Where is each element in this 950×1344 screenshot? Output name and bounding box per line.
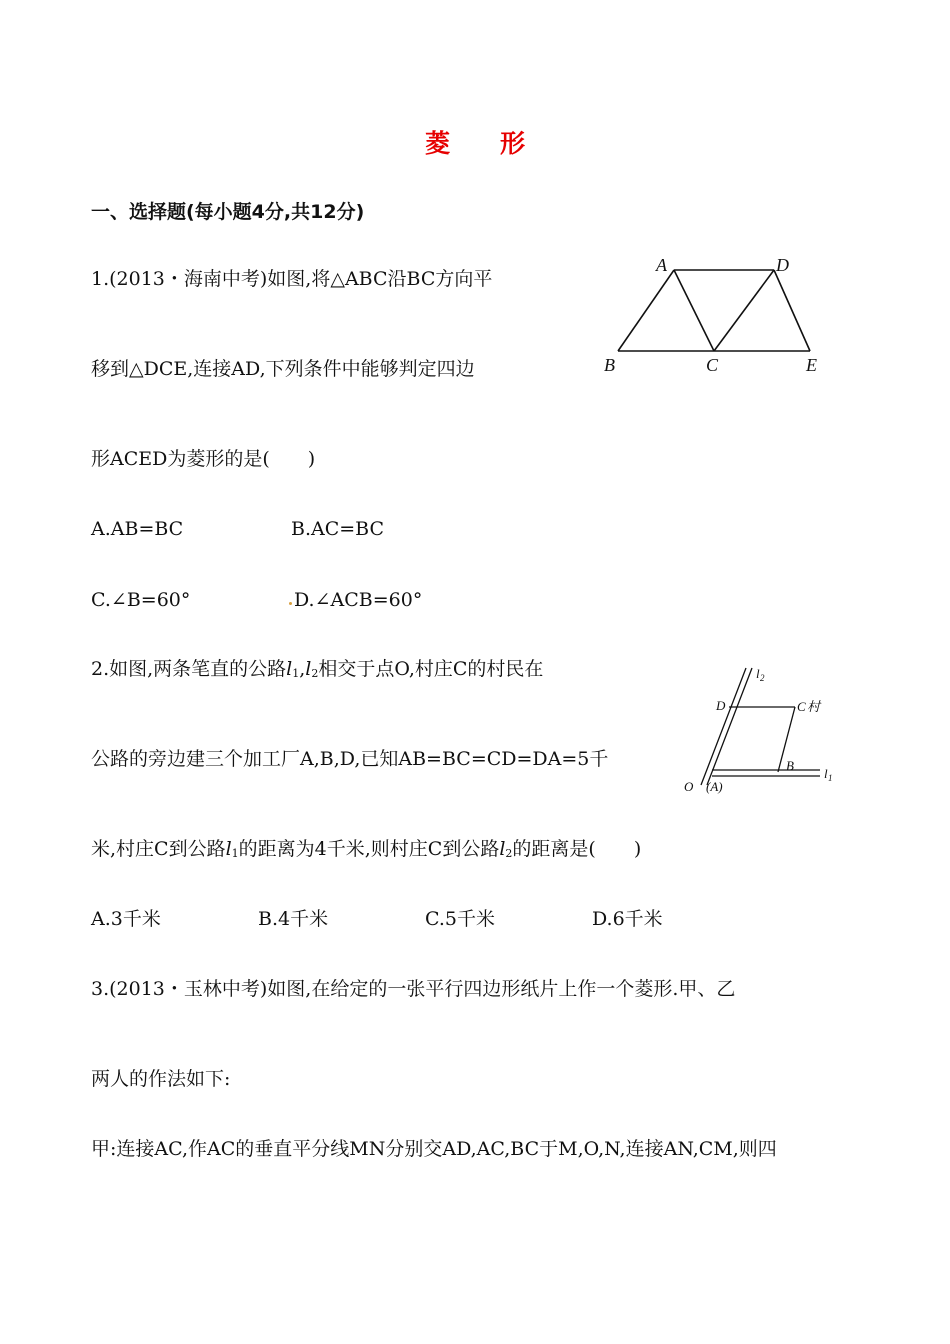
q1-edge-cd (714, 270, 774, 351)
q2-road-l2-b (707, 668, 752, 785)
q2-label-c: C (797, 699, 806, 714)
q1-line-1: 1.(2013・海南中考)如图,将△ABC沿BC方向平 (91, 268, 493, 290)
q2-label-o: O (684, 779, 694, 794)
q1-label-d: D (776, 255, 789, 275)
q2-label-l1: l (824, 766, 828, 781)
q2-l1-sub: 1 (292, 667, 300, 680)
q2-road-l2-a (701, 668, 746, 785)
q2-line1-start: 2.如图,两条笔直的公路 (91, 658, 287, 680)
q2-line1-end: 相交于点O,村庄C的村民在 (318, 658, 544, 680)
q2-option-d[interactable]: D.6千米 (592, 908, 663, 930)
q1-edge-ba (618, 270, 674, 351)
q2-figure (680, 660, 850, 800)
q2-line3-mid: 的距离为4千米,则村庄C到公路 (238, 838, 500, 860)
q1-line-2: 移到△DCE,连接AD,下列条件中能够判定四边 (91, 358, 475, 380)
q2-line-3 (91, 836, 641, 867)
q2-l2-ref: l (499, 838, 506, 860)
q2-label-d: D (716, 698, 726, 713)
q1-edge-ac (674, 270, 714, 351)
q2-paren-close: ) (633, 838, 642, 860)
q1-option-d[interactable]: D.∠ACB=60° (294, 589, 423, 611)
q1-stem-end: 形ACED为菱形的是( (91, 448, 270, 470)
q2-label-a: (A) (706, 779, 723, 794)
q3-line-3: 甲:连接AC,作AC的垂直平分线MN分别交AD,AC,BC于M,O,N,连接AN,CM,则四 (91, 1138, 777, 1160)
q2-label-b: B (786, 758, 794, 773)
title-char-1: 菱 (424, 129, 450, 158)
q1-line-3 (91, 446, 315, 472)
q2-l2-sub: 2 (311, 667, 319, 680)
q2-comma: , (299, 658, 306, 680)
q2-label-village: 村 (807, 699, 821, 714)
q2-line3-end: 的距离是( (512, 838, 596, 860)
q1-option-c[interactable]: C.∠B=60° (91, 589, 191, 611)
stray-mark (289, 602, 292, 605)
q2-l2-letter: l (305, 658, 312, 680)
q2-option-b[interactable]: B.4千米 (258, 908, 329, 930)
section-heading: 一、选择题(每小题4分,共12分) (91, 201, 365, 223)
q3-line-2: 两人的作法如下: (91, 1068, 231, 1090)
q2-line-2: 公路的旁边建三个加工厂A,B,D,已知AB=BC=CD=DA=5千 (91, 748, 609, 770)
q3-line-1: 3.(2013・玉林中考)如图,在给定的一张平行四边形纸片上作一个菱形.甲、乙 (91, 978, 736, 1000)
q2-l1-letter: l (286, 658, 293, 680)
q1-figure (598, 250, 838, 380)
q1-label-e: E (806, 355, 817, 375)
q2-line-1 (91, 656, 543, 687)
q1-label-b: B (604, 355, 615, 375)
q1-paren-close: ) (307, 448, 316, 470)
q1-edge-de (774, 270, 810, 351)
q2-l2-ref-sub: 2 (505, 847, 513, 860)
q2-label-l2: l (756, 666, 760, 681)
q2-l1-ref: l (225, 838, 232, 860)
q2-option-a[interactable]: A.3千米 (91, 908, 161, 930)
page-title (0, 124, 950, 160)
q1-label-c: C (706, 355, 719, 375)
q2-label-l2-sub: 2 (760, 673, 765, 683)
title-char-2: 形 (500, 129, 526, 158)
q1-option-b[interactable]: B.AC=BC (291, 518, 385, 540)
q2-l1-ref-sub: 1 (231, 847, 239, 860)
q2-option-c[interactable]: C.5千米 (425, 908, 495, 930)
q1-option-a[interactable]: A.AB=BC (91, 518, 184, 540)
q1-label-a: A (656, 255, 667, 275)
q2-label-l1-sub: 1 (828, 773, 833, 783)
q2-line3-start: 米,村庄C到公路 (91, 838, 226, 860)
